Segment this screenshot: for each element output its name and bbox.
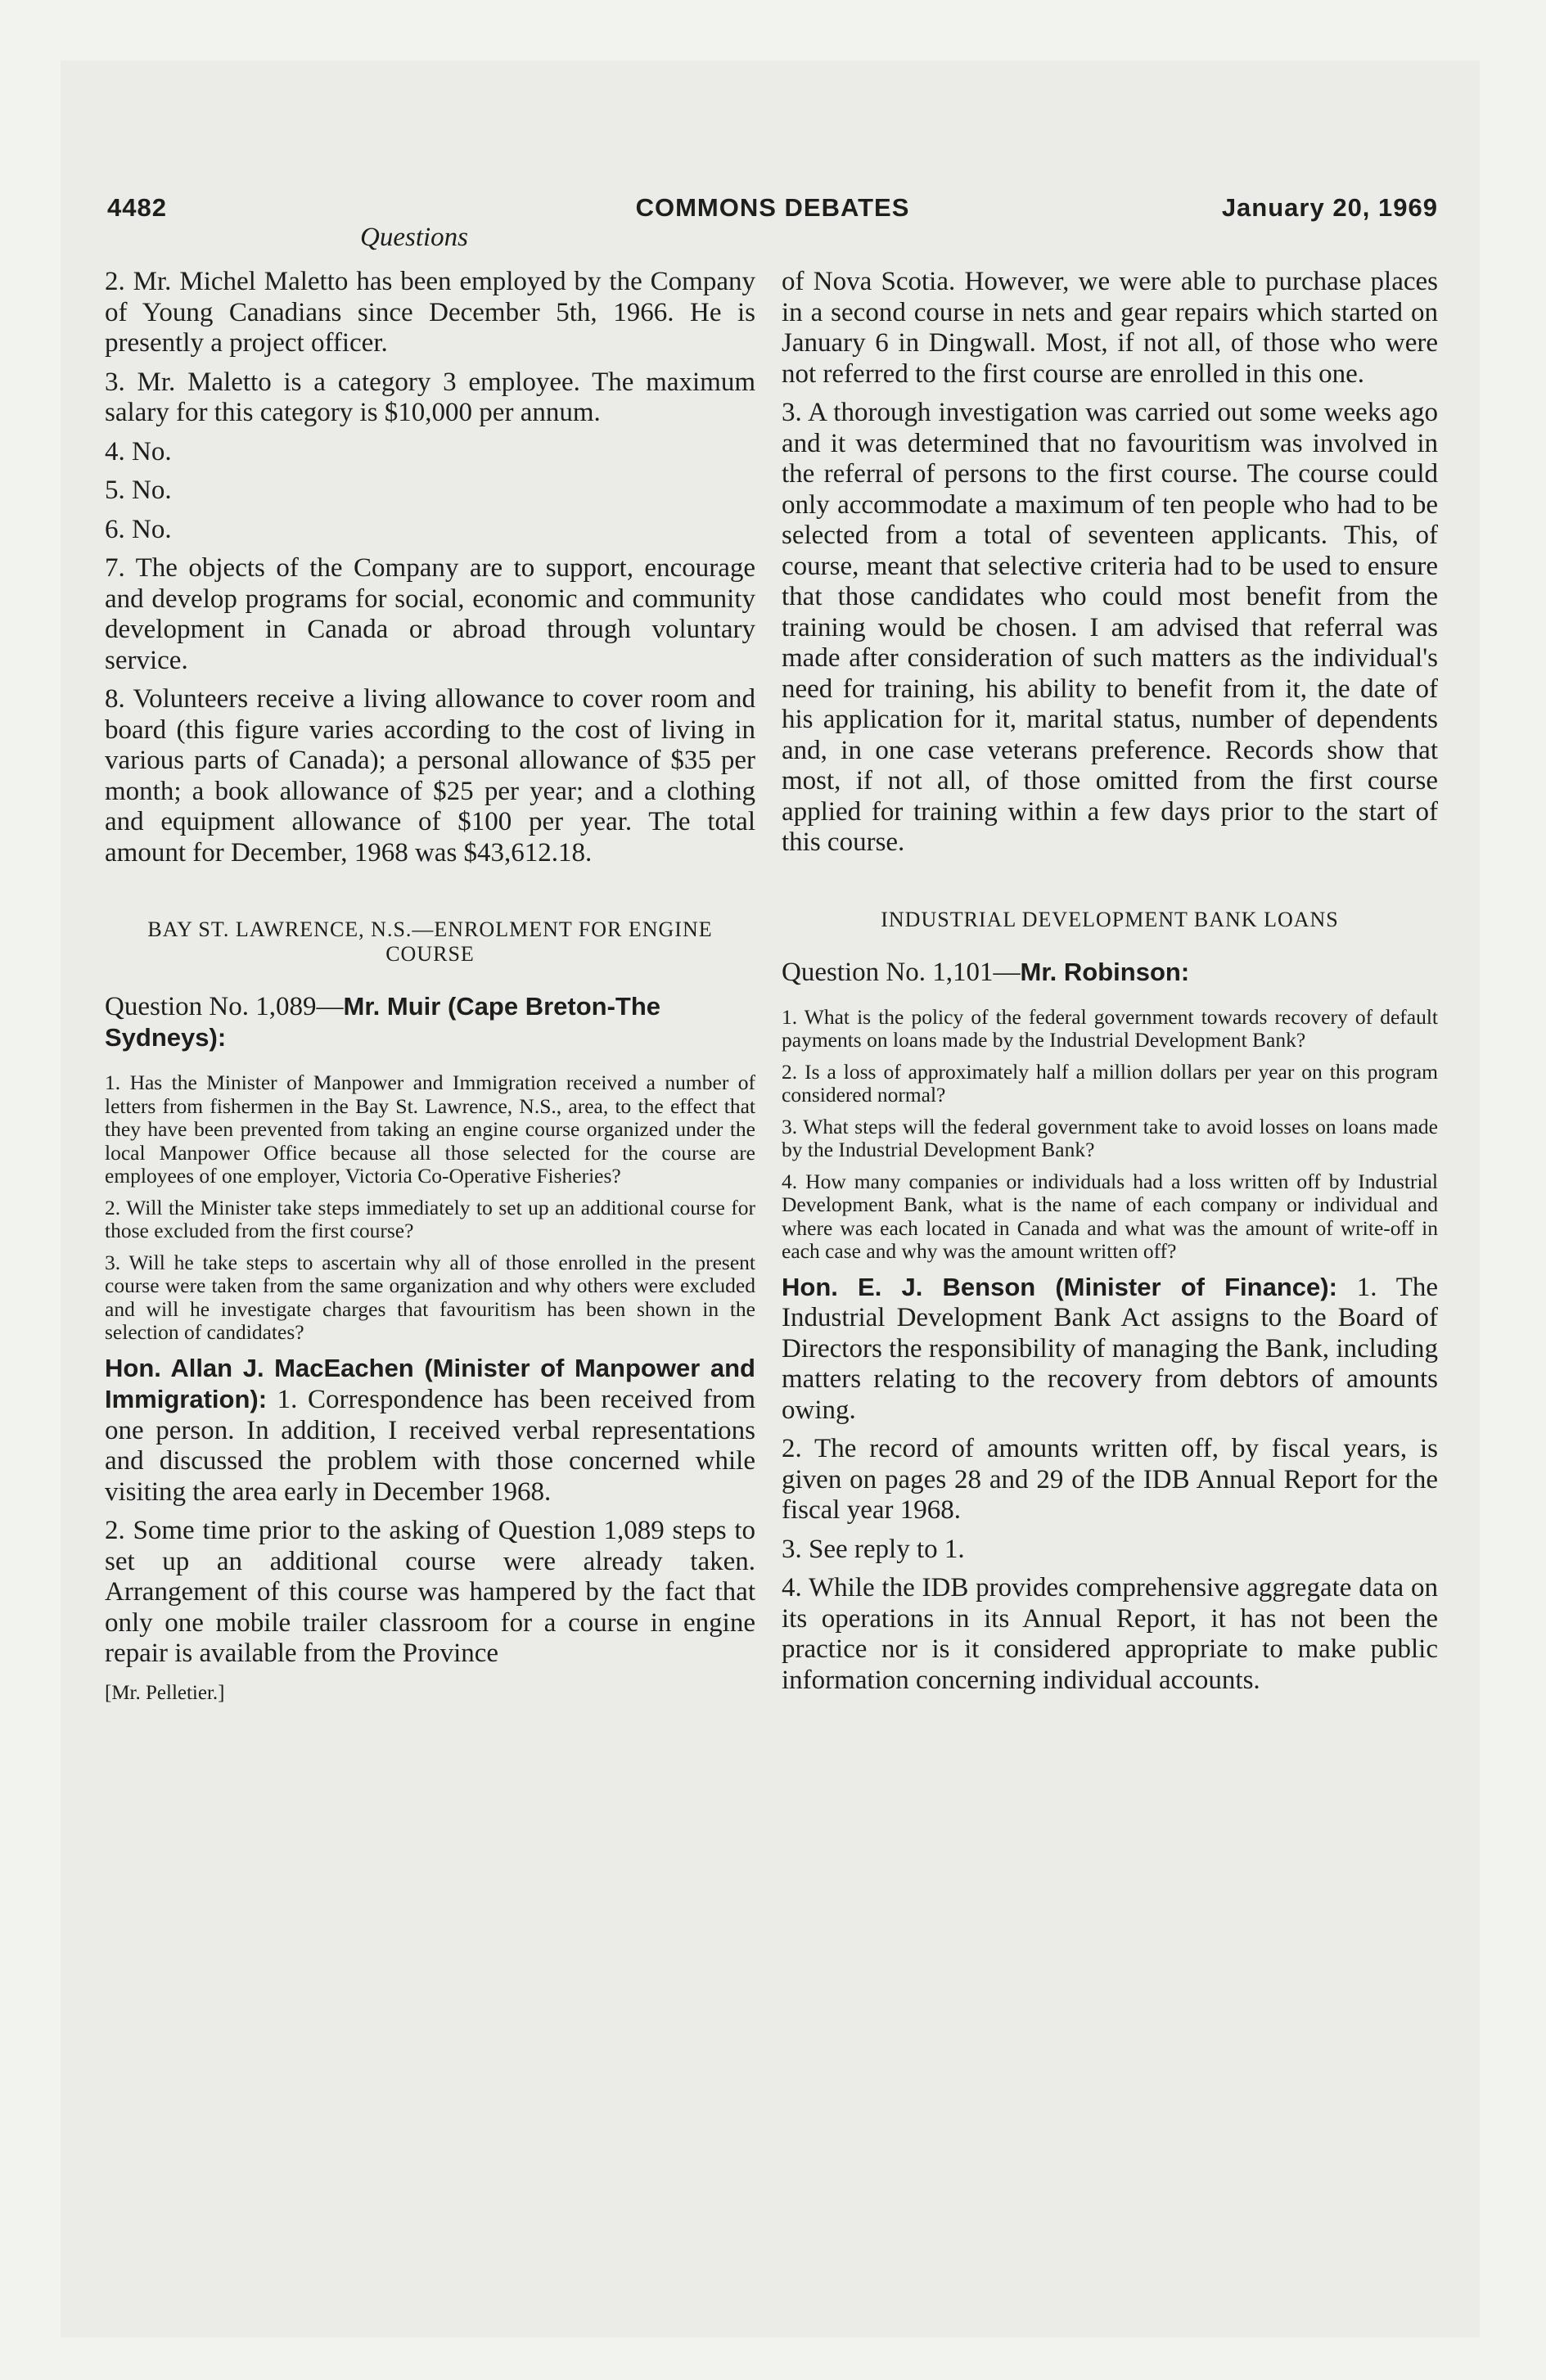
- question-text: 1. Has the Minister of Manpower and Immigration received a number of letters from fishermen in the Bay St. Lawrence, N.S., area, to the effect that they have been prevented from taking an engine course organized under the local Manpower Office because all those selected for the course are employees of one employer, Victoria Co-Operative Fisheries?: [105, 1071, 755, 1188]
- answer-paragraph: 2. Mr. Michel Maletto has been employed by the Company of Young Canadians since December 5th, 1966. He is presently a project officer.: [105, 267, 755, 358]
- answer-paragraph: 2. Some time prior to the asking of Question 1,089 steps to set up an additional course were already taken. Arrangement of this course was hampered by the fact that only one mobile trailer classroom for a course in engine repair is available from the Province: [105, 1516, 755, 1668]
- page-header: [107, 187, 1438, 228]
- answer-paragraph: of Nova Scotia. However, we were able to purchase places in a second course in nets and gear repairs which started on January 6 in Dingwall. Most, if not all, of those who were not referred to the first course are enrolled in this one.: [782, 267, 1438, 389]
- question-text: 4. How many companies or individuals had a loss written off by Industrial Development Bank, what is the name of each company or individual and where was each located in Canada and what was the amount of write-off in each case and why was the amount written off?: [782, 1169, 1438, 1263]
- answer-paragraph: 3. Mr. Maletto is a category 3 employee. The maximum salary for this category is $10,000 per annum.: [105, 367, 755, 427]
- speaker-name: Hon. E. J. Benson (Minister of Finance):: [782, 1272, 1337, 1301]
- section-label: Questions: [360, 223, 468, 252]
- speaker-answer: 1. Correspondence has been received from one person. In addition, I received verbal representations and discussed the problem with those concerned while visiting the area early in December 1968.: [105, 1385, 755, 1507]
- answer-paragraph: 5. No.: [105, 476, 172, 505]
- left-column: [105, 267, 755, 1708]
- question-number: [105, 991, 755, 1053]
- speaker-answer: 1. The Industrial Development Bank Act assigns to the Board of Directors the responsibility of managing the Bank, including matters relating to the recovery from debtors of amounts owing.: [782, 1272, 1438, 1425]
- question-member: Mr. Robinson:: [1020, 957, 1190, 986]
- answer-paragraph: 4. While the IDB provides comprehensive aggregate data on its operations in its Annual Report, it has not been the practice nor is it considered appropriate to make public information concerning individual accounts.: [782, 1573, 1438, 1695]
- question-text: 3. Will he take steps to ascertain why all of those enrolled in the present course were taken from the same organization and why others were excluded and will he investigate charges that favouritism has been shown in the selection of candidates?: [105, 1250, 755, 1344]
- answer-paragraph: 3. See reply to 1.: [782, 1534, 965, 1564]
- speaker-name: Hon. Allan J. MacEachen (Minister of Manpower and Immigration):: [105, 1353, 755, 1413]
- section-heading: INDUSTRIAL DEVELOPMENT BANK LOANS: [881, 907, 1339, 931]
- minister-answer: [782, 1272, 1438, 1427]
- page-number: 4482: [107, 193, 167, 222]
- question-member: Mr. Muir (Cape Breton-The Sydneys):: [105, 992, 661, 1052]
- answer-paragraph: 6. No.: [105, 514, 172, 544]
- page-date: January 20, 1969: [1221, 193, 1438, 222]
- question-text: 3. What steps will the federal government take to avoid losses on loans made by the Industrial Development Bank?: [782, 1114, 1438, 1161]
- answer-paragraph: 2. The record of amounts written off, by fiscal years, is given on pages 28 and 29 of the IDB Annual Report for the fiscal year 1968.: [782, 1434, 1438, 1525]
- answer-paragraph: 7. The objects of the Company are to support, encourage and develop programs for social, economic and community development in Canada or abroad through voluntary service.: [105, 553, 755, 675]
- right-column: [782, 267, 1438, 1704]
- answer-paragraph: 4. No.: [105, 436, 172, 467]
- question-text: 1. What is the policy of the federal government towards recovery of default payments on loans made by the Industrial Development Bank?: [782, 1004, 1438, 1052]
- question-number: [782, 957, 1438, 988]
- question-prefix: Question No. 1,089—: [105, 992, 344, 1021]
- answer-paragraph: 3. A thorough investigation was carried out some weeks ago and it was determined that no favouritism was involved in the referral of persons to the first course. The course could only accommodate a maximum of ten people who had to be selected from a total of seventeen applicants. This, of course, meant that selective criteria had to be used to ensure that those candidates who could most benefit from the training would be chosen. I am advised that referral was made after consideration of such matters as the individual's need for training, his ability to benefit from it, the date of his application for it, marital status, number of dependents and, in one case veterans preference. Records show that most, if not all, of those omitted from the first course applied for training within a few days prior to the start of this course.: [782, 398, 1438, 857]
- speaker-footnote: [Mr. Pelletier.]: [105, 1681, 225, 1704]
- minister-answer: [105, 1353, 755, 1508]
- question-prefix: Question No. 1,101—: [782, 957, 1021, 987]
- answer-paragraph: 8. Volunteers receive a living allowance to cover room and board (this figure varies according to the cost of living in various parts of Canada); a personal allowance of $35 per month; a book allowance of $25 per year; and a clothing and equipment allowance of $100 per year. The total amount for December, 1968 was $43,612.18.: [105, 684, 755, 868]
- section-heading: BAY ST. LAWRENCE, N.S.—ENROLMENT FOR ENGINE COURSE: [147, 917, 713, 966]
- question-text: 2. Will the Minister take steps immediately to set up an additional course for those excluded from the first course?: [105, 1195, 755, 1242]
- publication-title: COMMONS DEBATES: [635, 193, 910, 222]
- question-text: 2. Is a loss of approximately half a million dollars per year on this program considered normal?: [782, 1059, 1438, 1107]
